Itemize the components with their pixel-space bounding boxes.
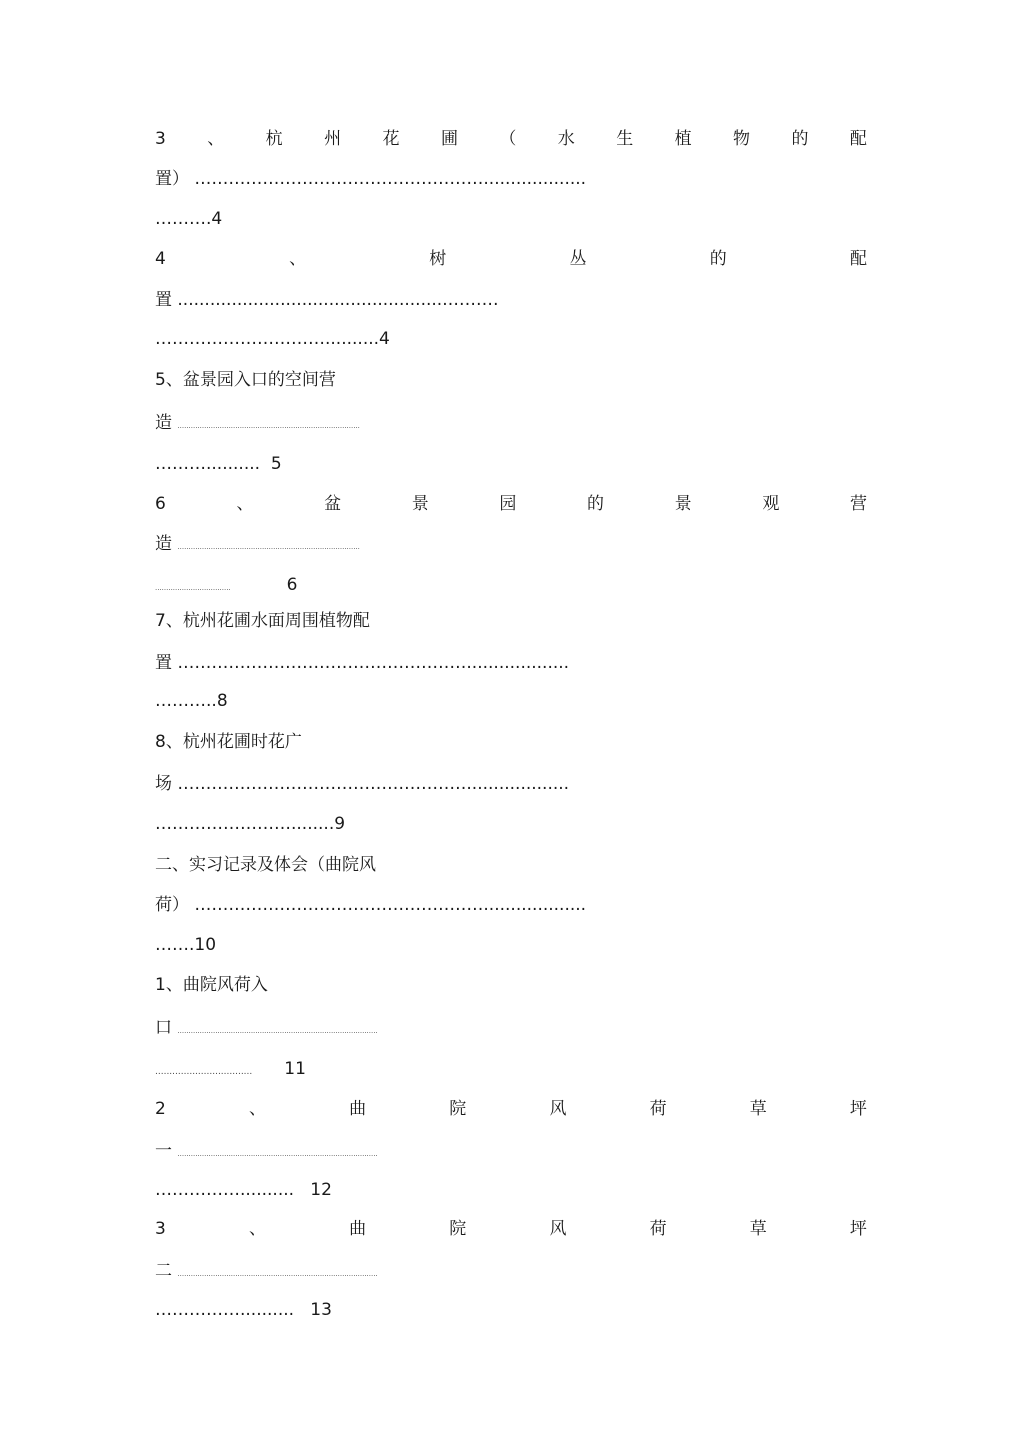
toc-continuation-3-1: [155, 168, 586, 190]
continuation-text: 置: [155, 653, 172, 673]
continuation-text: 一: [155, 1141, 172, 1161]
heading-char: 的: [709, 249, 727, 269]
dot-leader: ……………………………………………...................: [194, 895, 587, 915]
heading-char: 植: [674, 129, 692, 149]
heading-char: 盆: [324, 494, 342, 514]
heading-char: 物: [733, 129, 751, 149]
heading-char: 生: [616, 129, 634, 149]
continuation-text: 场: [155, 774, 172, 794]
dot-leader: ..........................................................................................: [177, 1150, 378, 1158]
heading-char: 水: [557, 129, 575, 149]
dot-leader: ……………………………………………...................: [177, 774, 570, 794]
continuation-text: 口: [155, 1018, 172, 1038]
page-number: 10: [194, 935, 217, 955]
heading-text: 1、曲院风荷入: [155, 975, 268, 995]
dot-leader: …………………………..........: [155, 329, 380, 349]
page-number: 9: [334, 814, 346, 834]
dot-leader: ……………………........: [155, 814, 335, 834]
heading-char: （: [499, 129, 517, 149]
heading-char: 6: [155, 494, 166, 514]
continuation-text: 置）: [155, 169, 189, 189]
heading-char: 园: [499, 494, 517, 514]
heading-char: 院: [449, 1099, 467, 1119]
heading-char: 4: [155, 249, 166, 269]
toc-page-line-4-1: [155, 328, 390, 350]
heading-char: 3: [155, 129, 166, 149]
dot-leader: ..................................................................................: [177, 422, 360, 430]
page-number: 4: [211, 209, 223, 229]
page-number: 4: [379, 329, 390, 349]
heading-char: 的: [587, 494, 605, 514]
toc-heading-4-1: [155, 248, 867, 270]
heading-char: 杭: [265, 129, 283, 149]
heading-char: 、: [207, 129, 225, 149]
page-number: 8: [216, 691, 228, 711]
toc-continuation-6-1: [155, 533, 360, 555]
toc-continuation-8-1: [155, 773, 569, 795]
dot-leader: ..................................: [155, 584, 231, 592]
heading-char: 树: [429, 249, 447, 269]
page-number: 11: [284, 1059, 306, 1079]
toc-heading-3-1: [155, 128, 867, 150]
dot-leader: ..................................: [155, 1067, 253, 1077]
toc-heading-5-1: [155, 369, 336, 391]
dot-leader: ..........................................................................................: [177, 1270, 378, 1278]
dot-leader: ……………………………………………...................: [177, 653, 570, 673]
page-number: 13: [310, 1300, 332, 1320]
toc-page-line-3-1: [155, 208, 222, 230]
toc-continuation-2-2: [155, 1140, 378, 1162]
heading-char: 荷: [649, 1219, 667, 1239]
heading-char: 、: [248, 1099, 266, 1119]
toc-page-line-5-1: [155, 453, 282, 475]
continuation-text: 荷）: [155, 895, 189, 915]
continuation-text: 置: [155, 290, 172, 310]
dot-leader: ……………..........: [155, 1300, 295, 1320]
toc-continuation-4-1: [155, 289, 499, 311]
heading-char: 2: [155, 1099, 166, 1119]
heading-char: 风: [549, 1099, 567, 1119]
toc-page-line-6-1: [155, 574, 297, 596]
dot-leader: ………..: [155, 691, 217, 711]
dot-leader: ………..........: [155, 454, 261, 474]
toc-continuation-3-2: [155, 1260, 378, 1282]
heading-char: 荷: [649, 1099, 667, 1119]
toc-heading-1-2: [155, 974, 268, 996]
toc-page-line-7-1: [155, 690, 228, 712]
heading-char: 圃: [440, 129, 458, 149]
heading-char: 院: [449, 1219, 467, 1239]
toc-continuation-7-1: [155, 652, 569, 674]
toc-continuation-section-2: [155, 894, 586, 916]
heading-char: 的: [791, 129, 809, 149]
heading-text: 二、实习记录及体会（曲院风: [155, 855, 376, 875]
toc-page-line-1-2: [155, 1058, 306, 1080]
heading-char: 营: [849, 494, 867, 514]
heading-char: 曲: [349, 1099, 367, 1119]
dot-leader: …….: [155, 935, 195, 955]
heading-char: 风: [549, 1219, 567, 1239]
heading-char: 、: [248, 1219, 266, 1239]
dot-leader: ……….: [155, 209, 212, 229]
toc-page-line-3-2: [155, 1299, 332, 1321]
heading-char: 配: [849, 129, 867, 149]
page-number: 12: [310, 1180, 332, 1200]
heading-char: 3: [155, 1219, 166, 1239]
toc-heading-7-1: [155, 610, 370, 632]
heading-char: 配: [850, 249, 867, 269]
dot-leader: ……………..........: [155, 1180, 295, 1200]
heading-char: 、: [236, 494, 254, 514]
page-number: 6: [286, 575, 298, 595]
continuation-text: 造: [155, 413, 172, 433]
toc-page-line-2-2: [155, 1179, 332, 1201]
dot-leader: ..................................................................................: [177, 543, 360, 551]
toc-heading-8-1: [155, 731, 302, 753]
heading-char: 曲: [349, 1219, 367, 1239]
toc-heading-2-2: [155, 1098, 867, 1120]
toc-continuation-1-2: [155, 1017, 378, 1039]
toc-page-line-section-2: [155, 934, 216, 956]
dot-leader: ……………………………………………...................: [194, 169, 587, 189]
heading-text: 7、杭州花圃水面周围植物配: [155, 611, 370, 631]
dot-leader: ..........................................................................................: [177, 1027, 378, 1035]
toc-continuation-5-1: [155, 412, 360, 434]
toc-heading-3-2: [155, 1218, 867, 1240]
heading-char: 坪: [849, 1099, 867, 1119]
toc-heading-6-1: [155, 493, 867, 515]
dot-leader: ..................................................………: [177, 290, 499, 310]
heading-char: 草: [749, 1219, 767, 1239]
heading-char: 草: [749, 1099, 767, 1119]
heading-char: 观: [762, 494, 780, 514]
continuation-text: 二: [155, 1261, 172, 1281]
heading-char: 州: [324, 129, 342, 149]
heading-text: 5、盆景园入口的空间营: [155, 370, 336, 390]
heading-text: 8、杭州花圃时花广: [155, 732, 302, 752]
heading-char: 、: [289, 249, 307, 269]
page-number: 5: [270, 454, 282, 474]
heading-char: 景: [674, 494, 692, 514]
continuation-text: 造: [155, 534, 172, 554]
heading-char: 景: [411, 494, 429, 514]
heading-char: 坪: [849, 1219, 867, 1239]
heading-char: 花: [382, 129, 400, 149]
toc-page-line-8-1: [155, 813, 345, 835]
heading-char: 丛: [569, 249, 587, 269]
toc-heading-section-2: [155, 854, 376, 876]
